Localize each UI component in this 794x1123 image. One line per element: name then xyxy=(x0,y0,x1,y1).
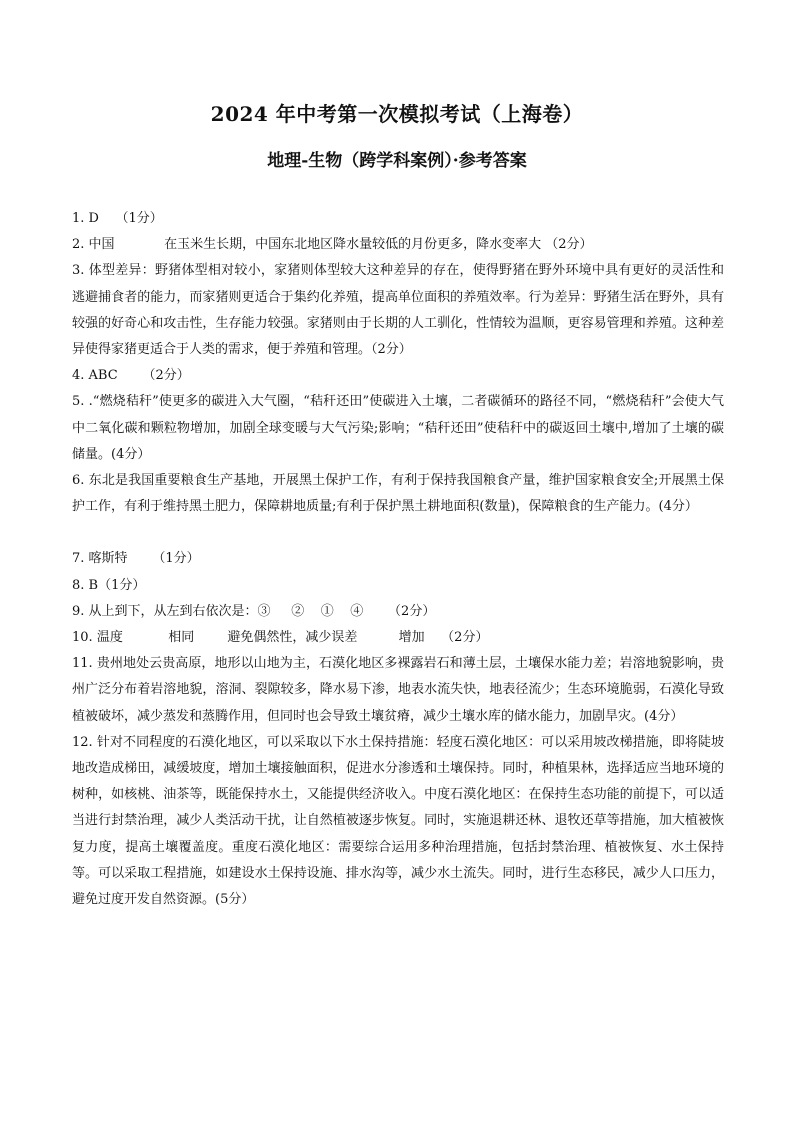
answer-list xyxy=(72,206,724,913)
answer-text: 中国 在玉米生长期，中国东北地区降水量较低的月份更多，降水变率大 （2分） xyxy=(84,237,593,253)
answer-number: 3. xyxy=(72,263,85,279)
answer-item-4 xyxy=(72,363,724,389)
answer-item-2 xyxy=(72,232,724,258)
answer-number: 7. xyxy=(72,551,85,567)
answer-number: 8. xyxy=(72,577,85,593)
page-subtitle: 地理-生物（跨学科案例）·参考答案 xyxy=(267,151,527,171)
answer-number: 10. xyxy=(72,630,93,646)
answer-text: 针对不同程度的石漠化地区，可以采取以下水土保持措施：轻度石漠化地区：可以采用坡改梯措施，即将陡坡地改造成梯田，减缓坡度，增加土壤接触面积，促进水分渗透和土壤保持。同时，种植果林，选择适应当地环境的树种，如核桃、油茶等，既能保持水土，又能提供经济收入。中度石漠化地区：在保持生态功能的前提下，可以适当进行封禁治理，减少人类活动干扰，让自然植被逐步恢复。同时，实施退耕还林、退牧还草等措施，加大植被恢复力度，提高土壤覆盖度。重度石漠化地区：需要综合运用多种治理措施，包括封禁治理、植被恢复、水土保持等。可以采取工程措施，如建设水土保持设施、排水沟等，减少水土流失。同时，进行生态移民，减少人口压力，避免过度开发自然资源。(5分） xyxy=(72,734,724,908)
answer-number: 2. xyxy=(72,237,85,253)
answer-number: 12. xyxy=(72,734,93,750)
answer-number: 1. xyxy=(72,211,85,226)
section-gap xyxy=(72,520,724,546)
answer-text: D （1分） xyxy=(84,211,163,226)
answer-text: 贵州地处云贵高原，地形以山地为主，石漠化地区多裸露岩石和薄土层，土壤保水能力差；岩溶地貌影响，贵州广泛分布着岩溶地貌，溶洞、裂隙较多，降水易下渗，地表水流失快，地表径流少；生态环境脆弱，石漠化导致植被破坏，减少蒸发和蒸腾作用，但同时也会导致土壤贫瘠，减少土壤水库的储水能力，加剧旱灾。(4分） xyxy=(72,656,724,724)
answer-text: .“燃烧秸秆”使更多的碳进入大气圈，“秸秆还田”使碳进入土壤，二者碳循环的路径不同，“燃烧秸秆”会使大气中二氧化碳和颗粒物增加，加剧全球变暖与大气污染;影响；“秸秆还田”使秸秆中的碳返回土壤中,增加了土壤的碳储量。(4分） xyxy=(72,394,724,462)
answer-text: B（1分） xyxy=(84,577,146,593)
page-title: 2024 年中考第一次模拟考试（上海卷） xyxy=(210,102,584,126)
answer-item-1 xyxy=(72,206,724,232)
answer-text: 体型差异：野猪体型相对较小，家猪则体型较大这种差异的存在，使得野猪在野外环境中具有更好的灵活性和逃避捕食者的能力，而家猪则更适合于集约化养殖，提高单位面积的养殖效率。行为差异：野猪生活在野外，具有较强的好奇心和攻击性，生存能力较强。家猪则由于长期的人工驯化，性情较为温顺，更容易管理和养殖。这种差异使得家猪更适合于人类的需求，便于养殖和管理。（2分） xyxy=(72,263,724,358)
answer-item-10 xyxy=(72,625,724,651)
answer-item-3 xyxy=(72,258,724,363)
answer-text: 从上到下，从左到右依次是：③ ② ① ④ （2分） xyxy=(84,603,436,619)
answer-number: 9. xyxy=(72,603,85,619)
answer-item-7 xyxy=(72,546,724,572)
answer-number: 4. xyxy=(72,368,85,384)
answer-number: 6. xyxy=(72,473,85,489)
answer-item-6 xyxy=(72,468,724,520)
answer-text: 温度 相同 避免偶然性，减少误差 增加 （2分） xyxy=(92,630,489,646)
answer-item-11 xyxy=(72,651,724,730)
answer-item-8 xyxy=(72,573,724,599)
answer-text: 喀斯特 （1分） xyxy=(84,551,200,567)
answer-number: 11. xyxy=(72,656,93,672)
answer-text: ABC （2分） xyxy=(84,368,190,384)
answer-number: 5. xyxy=(72,394,85,410)
answer-item-9 xyxy=(72,599,724,625)
answer-text: 东北是我国重要粮食生产基地，开展黑土保护工作，有利于保持我国粮食产量，维护国家粮食安全;开展黑土保护工作，有利于维持黑土肥力，保障耕地质量;有利于保护黑土耕地面积(数量)，保障粮食的生产能力。(4分） xyxy=(72,473,724,515)
answer-item-12 xyxy=(72,730,724,913)
answer-item-5 xyxy=(72,389,724,468)
